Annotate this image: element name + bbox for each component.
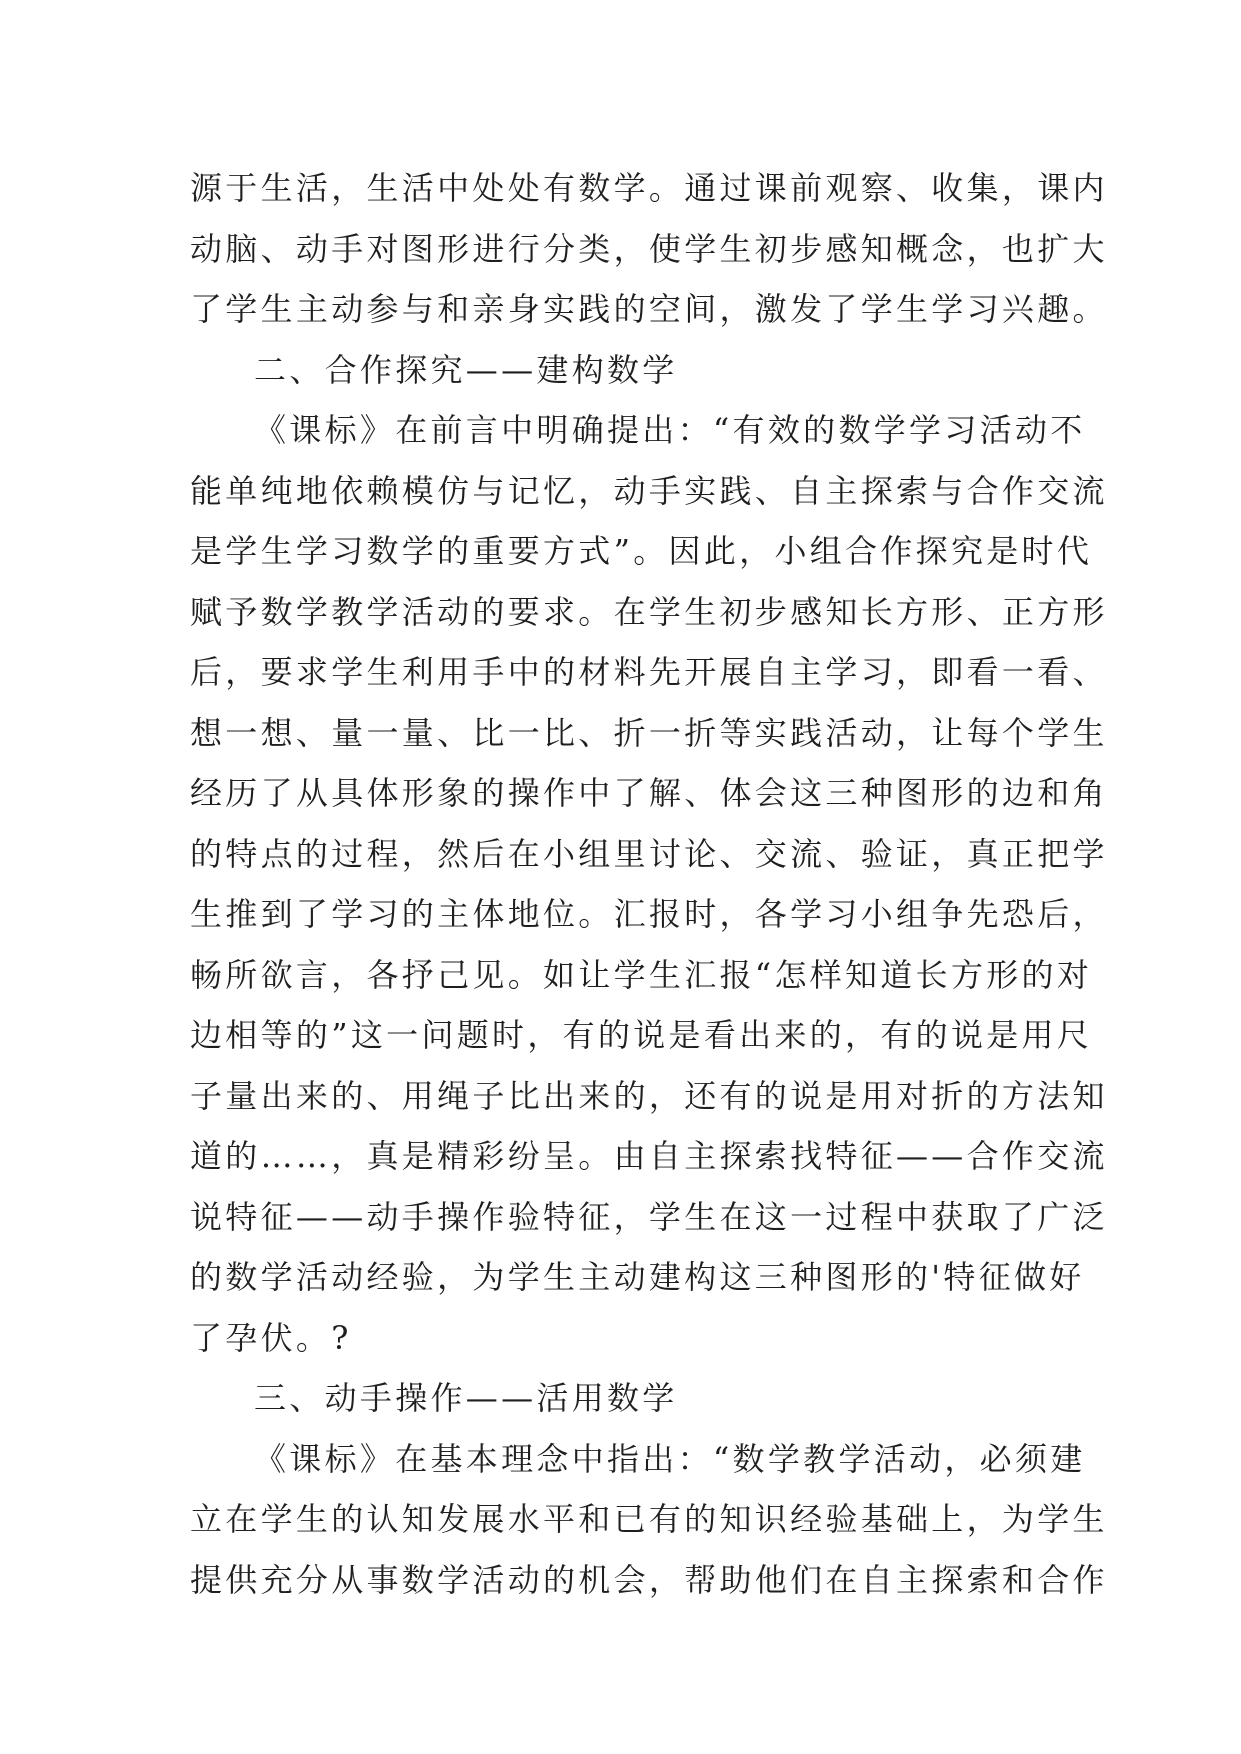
text-line: 边相等的”这一问题时，有的说是看出来的，有的说是用尺	[190, 1016, 1093, 1054]
text-line: 子量出来的、用绳子比出来的，还有的说是用对折的方法知	[190, 1076, 1108, 1115]
text-line: 了孕伏。?	[190, 1318, 352, 1357]
text-line: 了学生主动参与和亲身实践的空间，激发了学生学习兴趣。	[190, 290, 1108, 328]
text-line: 是学生学习数学的重要方式”。因此，小组合作探究是时代	[190, 532, 1093, 570]
paragraph-start-line: 《课标》在基本理念中指出：“数学教学活动，必须建	[254, 1439, 1086, 1478]
text-line: 说特征——动手操作验特征，学生在这一过程中获取了广泛	[190, 1197, 1108, 1236]
text-line: 后，要求学生利用手中的材料先开展自主学习，即看一看、	[190, 653, 1108, 691]
section-heading: 三、动手操作——活用数学	[254, 1379, 678, 1417]
body-text	[190, 158, 1108, 1610]
section-heading: 二、合作探究——建构数学	[254, 350, 678, 389]
paragraph-start-line: 《课标》在前言中明确提出：“有效的数学学习活动不	[254, 411, 1086, 449]
text-line: 源于生活，生活中处处有数学。通过课前观察、收集，课内	[190, 169, 1108, 207]
text-line: 动脑、动手对图形进行分类，使学生初步感知概念，也扩大	[190, 229, 1108, 268]
text-line: 能单纯地依赖模仿与记忆，动手实践、自主探索与合作交流	[190, 471, 1108, 510]
text-line: 赋予数学教学活动的要求。在学生初步感知长方形、正方形	[190, 592, 1108, 631]
text-line: 畅所欲言，各抒己见。如让学生汇报“怎样知道长方形的对	[190, 955, 1093, 994]
text-line: 立在学生的认知发展水平和已有的知识经验基础上，为学生	[190, 1500, 1108, 1538]
text-line: 经历了从具体形象的操作中了解、体会这三种图形的边和角	[190, 774, 1108, 812]
text-line: 生推到了学习的主体地位。汇报时，各学习小组争先恐后，	[190, 895, 1108, 933]
text-line: 道的……，真是精彩纷呈。由自主探索找特征——合作交流	[190, 1137, 1108, 1175]
text-line: 的特点的过程，然后在小组里讨论、交流、验证，真正把学	[190, 834, 1108, 873]
text-line: 想一想、量一量、比一比、折一折等实践活动，让每个学生	[190, 713, 1108, 752]
text-line: 提供充分从事数学活动的机会，帮助他们在自主探索和合作	[190, 1560, 1108, 1599]
text-line: 的数学活动经验，为学生主动建构这三种图形的'特征做好	[190, 1258, 1085, 1296]
